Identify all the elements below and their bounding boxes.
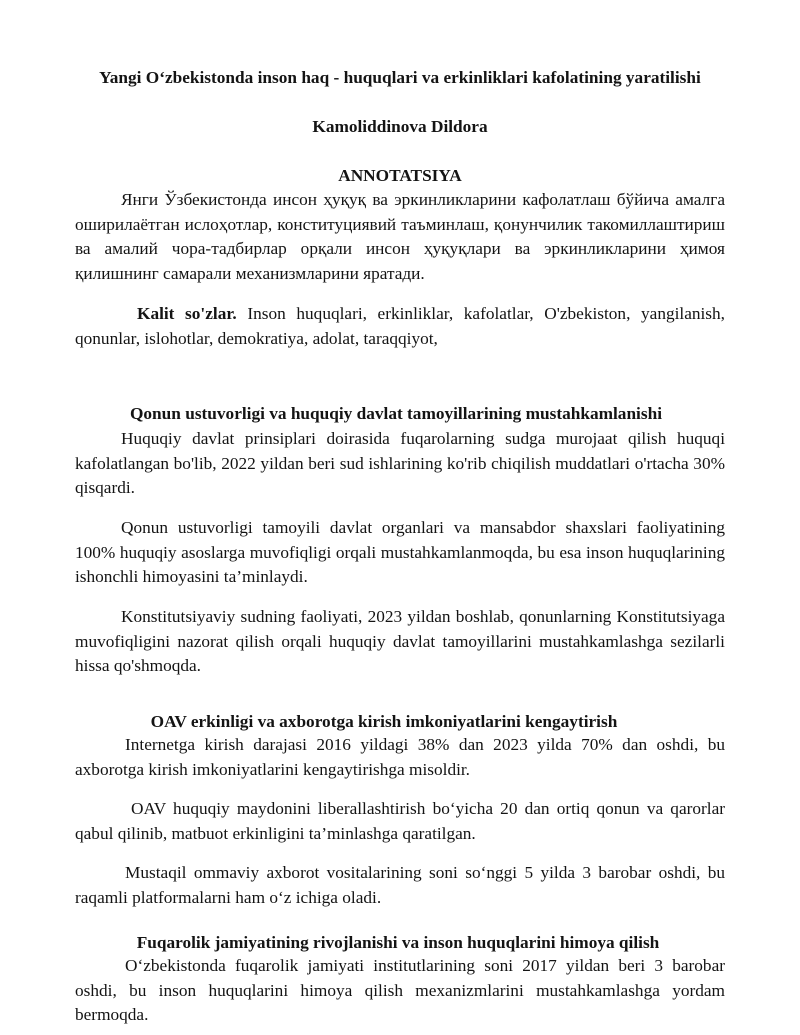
section-paragraph <box>75 954 725 1028</box>
section-paragraph <box>75 861 725 910</box>
paragraph-text: O‘zbekistonda fuqarolik jamiyati institutlarining soni 2017 yildan beri 3 barobar oshdi, bu inson huquqlarini himoya qilish mexanizmlarini mustahkamlashga yordam bermoqda. <box>75 956 725 1024</box>
section-heading-civil-society: Fuqarolik jamiyatining rivojlanishi va inson huquqlarini himoya qilish <box>136 933 660 952</box>
paragraph-text: OAV huquqiy maydonini liberallashtirish bo‘yicha 20 dan ortiq qonun va qarorlar qabul qilinib, matbuot erkinligini ta’minlashga qaratilgan. <box>75 799 725 843</box>
annotation-paragraph: Янги Ўзбекистонда инсон ҳуқуқ ва эркинликларини кафолатлаш бўйича амалга оширилаётган ислоҳотлар, конституциявий таъминлаш, қонунчилик такомиллаштириш ва амалий чора-тадбирлар орқали инсон ҳуқуқлари ва эркинликларини ҳимоя қилишнинг самарали механизмларини яратади. <box>75 190 725 283</box>
section-paragraph <box>75 797 725 846</box>
keywords-block <box>75 302 725 351</box>
section-paragraph <box>75 516 725 590</box>
keywords-paragraph <box>75 302 725 351</box>
section-heading-media-freedom: OAV erkinligi va axborotga kirish imkoniyatlarini kengaytirish <box>150 712 618 731</box>
paragraph-text: Qonun ustuvorligi tamoyili davlat organlari va mansabdor shaxslari faoliyatining 100% huquqiy asoslarga muvofiqligi orqali mustahkamlanmoqda, bu esa inson huquqlarining ishonchli himoyasini ta’minlaydi. <box>75 518 725 586</box>
section-paragraph <box>75 427 725 501</box>
section-paragraph <box>75 733 725 782</box>
annotation-text <box>75 188 725 286</box>
paragraph-text: Mustaqil ommaviy axborot vositalarining soni so‘nggi 5 yilda 3 barobar oshdi, bu raqamli platformalarni ham o‘z ichiga oladi. <box>75 863 725 907</box>
paragraph-text: Huquqiy davlat prinsiplari doirasida fuqarolarning sudga murojaat qilish huquqi kafolatlangan bo'lib, 2022 yildan beri sud ishlarining ko'rib chiqilish muddatlari o'rtacha 30% qisqardi. <box>75 429 725 497</box>
section-heading-rule-of-law: Qonun ustuvorligi va huquqiy davlat tamoyillarining mustahkamlanishi <box>129 404 663 423</box>
keywords-label: Kalit so'zlar. <box>137 304 237 323</box>
document-title: Yangi O‘zbekistonda inson haq - huquqlari va erkinliklari kafolatining yaratilishi <box>99 68 701 87</box>
paragraph-text: Internetga kirish darajasi 2016 yildagi 38% dan 2023 yilda 70% dan oshdi, bu axborotga kirish imkoniyatlarini kengaytirishga misoldir. <box>75 735 725 779</box>
author-name: Kamoliddinova Dildora <box>312 117 488 136</box>
keywords-text: Inson huquqlari, erkinliklar, kafolatlar, O'zbekiston, yangilanish, qonunlar, islohotlar, demokratiya, adolat, taraqqiyot, <box>75 304 725 348</box>
section-paragraph <box>75 605 725 679</box>
paragraph-text: Konstitutsiyaviy sudning faoliyati, 2023 yildan boshlab, qonunlarning Konstitutsiyaga muvofiqligini nazorat qilish orqali huquqiy davlat tamoyillarini mustahkamlashga sezilarli hissa qo'shmoqda. <box>75 607 725 675</box>
annotation-heading: ANNOTATSIYA <box>338 166 462 185</box>
